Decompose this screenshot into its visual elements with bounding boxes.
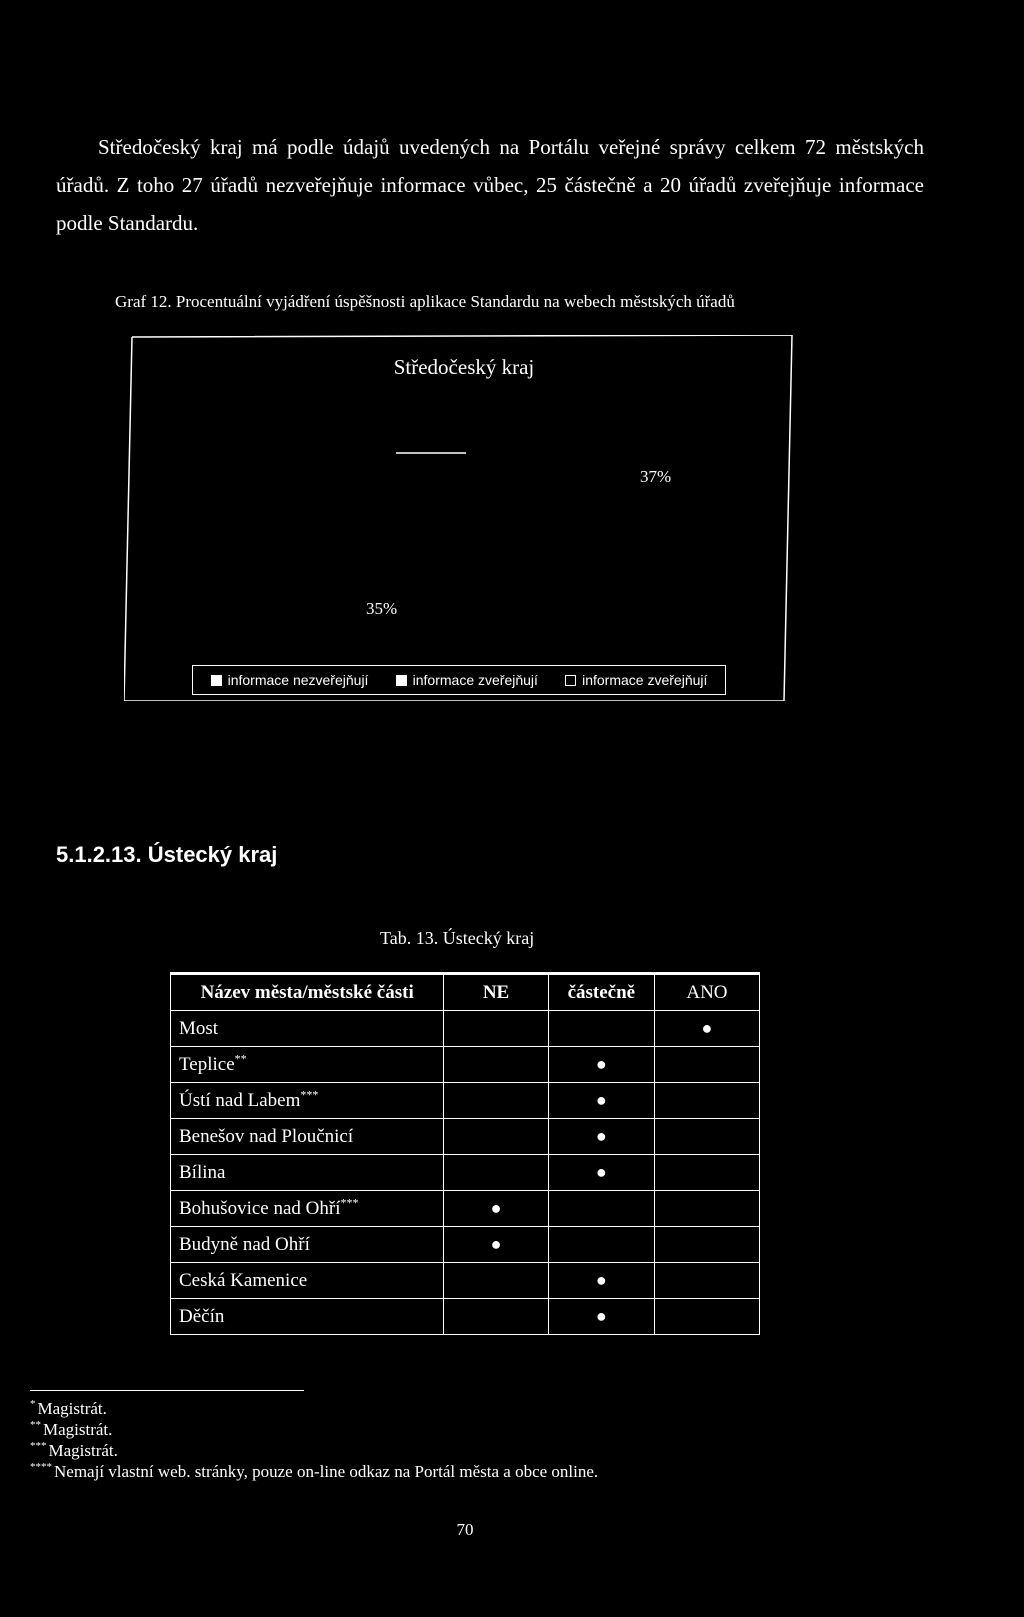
bullet-icon: ● [595,1054,607,1074]
cell-ne [444,1191,548,1227]
cell-ne [444,1155,548,1191]
bullet-icon: ● [595,1126,607,1146]
cell-ano [654,1191,759,1227]
city-name: Most [179,1017,219,1039]
cities-table [170,972,760,1335]
chart-frame [124,335,804,701]
cell-castecne [548,1299,654,1335]
page-number: 70 [456,1520,474,1539]
cell-ne [444,1263,548,1299]
cell-ne [444,1299,548,1335]
city-name: Teplice [179,1053,235,1075]
cell-ano [654,1155,759,1191]
cell-ano [654,1011,759,1047]
header-castecne: částečně [548,974,654,1011]
legend-swatch-filled [396,675,407,686]
footnotes [30,1398,598,1482]
cell-ne [444,1047,548,1083]
cell-ano [654,1119,759,1155]
header-ne: NE [444,974,548,1011]
table-header-row [171,974,760,1011]
graph-caption: Graf 12. Procentuální vyjádření úspěšnosti aplikace Standardu na webech městských úřadů [115,292,735,311]
slice-label-35: 35% [366,599,398,618]
city-name: Bílina [179,1161,226,1183]
city-name-cell [171,1155,444,1191]
cell-castecne [548,1047,654,1083]
cell-castecne [548,1227,654,1263]
footnote-2: ** Magistrát. [30,1419,113,1439]
chart-title: Středočeský kraj [393,355,535,379]
intro-text: Středočeský kraj má podle údajů uvedených na Portálu veřejné správy celkem 72 městských úřadů. Z toho 27 úřadů nezveřejňuje informace vůbec, 25 částečně a 20 úřadů zveřejňuje informace podle Standardu. [56,135,924,235]
footnote-4: **** Nemají vlastní web. stránky, pouze on-line odkaz na Portál města a obce online. [30,1461,599,1481]
table-row [171,1263,760,1299]
city-name-cell [171,1011,444,1047]
city-name: Bohušovice nad Ohří [179,1197,341,1219]
cell-ano [654,1299,759,1335]
city-name-cell [171,1191,444,1227]
footnote-mark: *** [300,1087,319,1102]
cell-ne [444,1119,548,1155]
legend-item-3: informace zveřejňují [565,672,707,688]
footnote-1: * Magistrát. [30,1398,107,1418]
cell-castecne [548,1191,654,1227]
table-row [171,1119,760,1155]
cell-ano [654,1227,759,1263]
city-name-cell [171,1227,444,1263]
legend-swatch-hollow [565,675,576,686]
header-ano: ANO [654,974,759,1011]
table-row [171,1047,760,1083]
city-name: Děčín [179,1305,225,1327]
table-row [171,1083,760,1119]
legend-swatch-filled [211,675,222,686]
table-caption: Tab. 13. Ústecký kraj [380,928,535,948]
bullet-icon: ● [490,1234,502,1254]
intro-paragraph [56,128,924,242]
table-row [171,1155,760,1191]
slice-label-37: 37% [640,467,672,486]
city-name: Benešov nad Ploučnicí [179,1125,354,1147]
legend-item-2: informace zveřejňují [396,672,538,688]
city-name-cell [171,1299,444,1335]
footnote-3: *** Magistrát. [30,1440,118,1460]
cell-ano [654,1083,759,1119]
cell-ne [444,1227,548,1263]
cell-castecne [548,1119,654,1155]
header-name: Název města/městské části [171,974,444,1011]
legend-item-1: informace nezveřejňují [211,672,369,688]
cell-ne [444,1011,548,1047]
cell-castecne [548,1083,654,1119]
pie-chart-box [124,335,804,701]
city-name-cell [171,1119,444,1155]
city-name: Ceská Kamenice [179,1269,308,1291]
bullet-icon: ● [595,1270,607,1290]
section-heading: 5.1.2.13. Ústecký kraj [56,842,278,867]
cell-castecne [548,1155,654,1191]
city-name: Budyně nad Ohří [179,1233,310,1255]
bullet-icon: ● [701,1018,713,1038]
city-name-cell [171,1047,444,1083]
footnote-mark: ** [234,1051,247,1066]
cell-castecne [548,1263,654,1299]
city-name-cell [171,1263,444,1299]
bullet-icon: ● [595,1162,607,1182]
cell-ano [654,1047,759,1083]
bullet-icon: ● [595,1306,607,1326]
cell-ano [654,1263,759,1299]
table-row [171,1299,760,1335]
footnote-rule [30,1390,304,1391]
cell-castecne [548,1011,654,1047]
table-row [171,1011,760,1047]
cell-ne [444,1083,548,1119]
table-row [171,1191,760,1227]
bullet-icon: ● [595,1090,607,1110]
table-row [171,1227,760,1263]
city-name-cell [171,1083,444,1119]
bullet-icon: ● [490,1198,502,1218]
footnote-mark: *** [340,1195,359,1210]
chart-legend [192,665,726,695]
city-name: Ústí nad Labem [179,1089,301,1111]
